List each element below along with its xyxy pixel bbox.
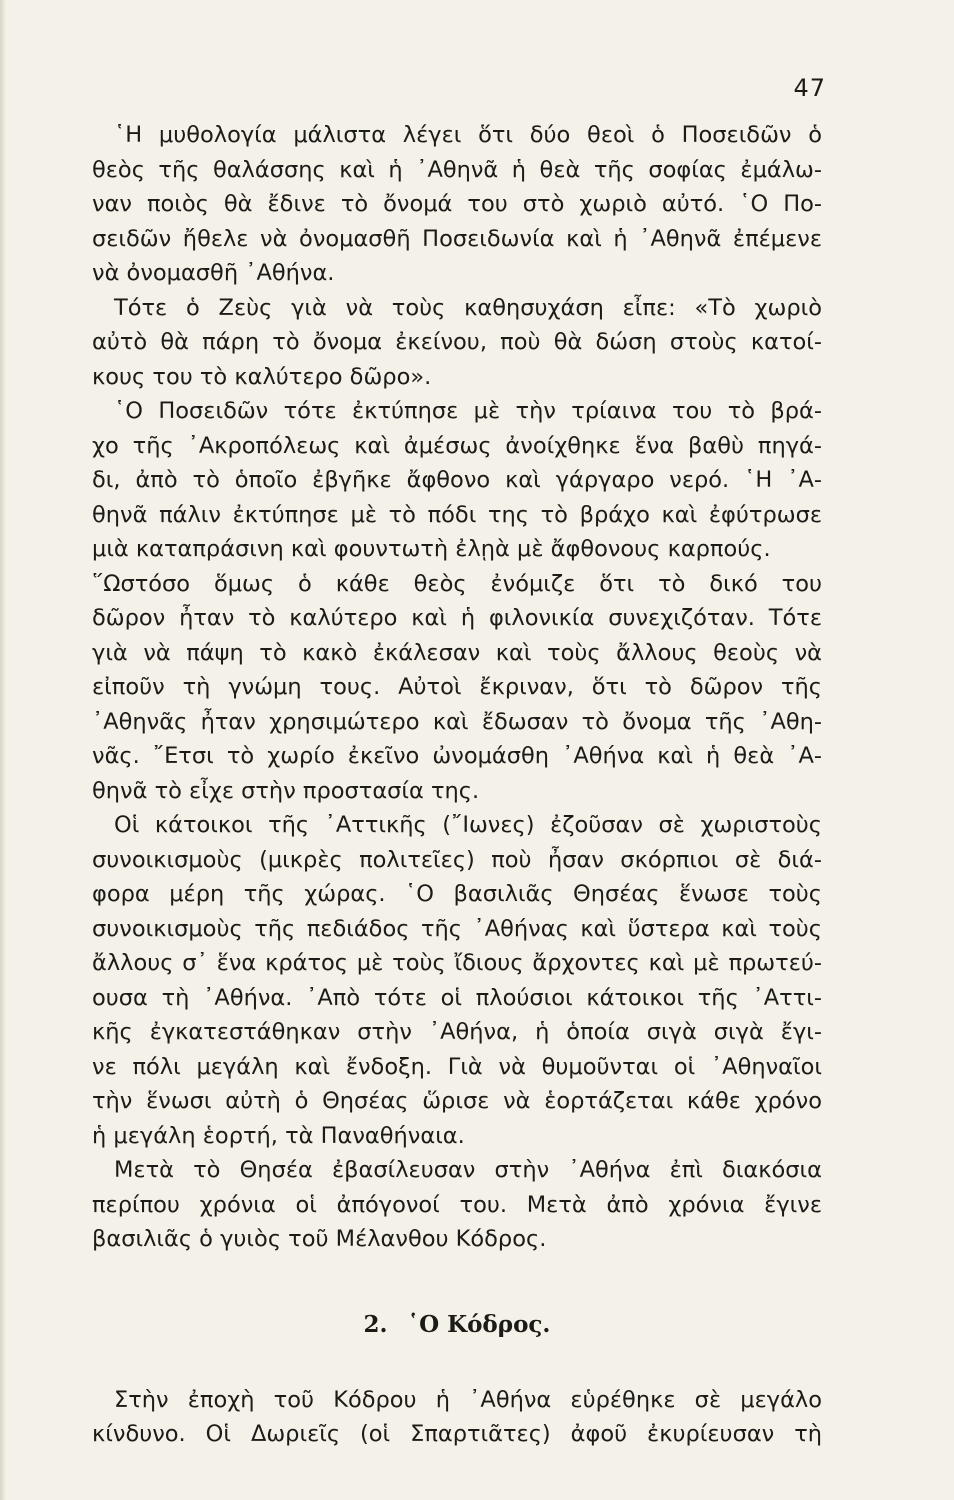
- section-title: ῾Ο Κόδρος.: [407, 1310, 551, 1338]
- text-line: θηνᾶ πάλιν ἐκτύπησε μὲ τὸ πόδι της τὸ βράχο καὶ ἐφύτρωσε: [92, 501, 822, 528]
- text-line: Τότε ὁ Ζεὺς γιὰ νὰ τοὺς καθησυχάση εἶπε: «Τὸ χωριὸ: [114, 294, 822, 321]
- text-line: νε πόλι μεγάλη καὶ ἔνδοξη. Γιὰ νὰ θυμοῦνται οἱ ᾿Αθηναῖοι: [92, 1053, 822, 1080]
- text-line: κίνδυνο. Οἱ Δωριεῖς (οἱ Σπαρτιᾶτες) ἀφοῦ ἐκυρίευσαν τὴ: [92, 1421, 822, 1447]
- text-line: ἡ μεγάλη ἑορτή, τὰ Παναθήναια.: [92, 1122, 465, 1149]
- section-heading: [92, 1305, 822, 1345]
- text-line: χο τῆς ᾿Ακροπόλεως καὶ ἀμέσως ἀνοίχθηκε ἕνα βαθὺ πηγά-: [92, 432, 822, 459]
- text-line: ἄλλους σ᾿ ἕνα κράτος μὲ τοὺς ἴδιους ἄρχοντες καὶ μὲ πρωτεύ-: [92, 950, 822, 976]
- text-line: ναν ποιὸς θὰ ἔδινε τὸ ὄνομά του στὸ χωριὸ αὐτό. ῾Ο Πο-: [92, 191, 822, 217]
- text-line: νᾶς. ῎Ετσι τὸ χωρίο ἐκεῖνο ὠνομάσθη ᾿Αθήνα καὶ ἡ θεὰ ᾿Α-: [92, 743, 822, 769]
- text-line: νὰ ὀνομασθῆ ᾿Αθήνα.: [92, 260, 335, 286]
- text-line: σειδῶν ἤθελε νὰ ὀνομασθῆ Ποσειδωνία καὶ ἡ ᾿Αθηνᾶ ἐπέμενε: [92, 225, 822, 252]
- text-line: συνοικισμοὺς (μικρὲς πολιτεῖες) ποὺ ἦσαν σκόρπιοι σὲ διά-: [92, 846, 822, 873]
- page-edge: [0, 0, 6, 1500]
- text-line: περίπου χρόνια οἱ ἀπόγονοί του. Μετὰ ἀπὸ χρόνια ἔγινε: [92, 1191, 822, 1218]
- text-line: θηνᾶ τὸ εἶχε στὴν προστασία της.: [92, 777, 480, 804]
- text-line: κῆς ἐγκατεστάθηκαν στὴν ᾿Αθήνα, ἡ ὁποία σιγὰ σιγὰ ἔγι-: [92, 1019, 822, 1045]
- text-line: μιὰ καταπράσινη καὶ φουντωτὴ ἐλῃὰ μὲ ἄφθονους καρπούς.: [92, 536, 771, 562]
- text-line: Μετὰ τὸ Θησέα ἐβασίλευσαν στὴν ᾿Αθήνα ἐπὶ διακόσια: [114, 1157, 822, 1183]
- text-line: κους του τὸ καλύτερο δῶρο».: [92, 363, 432, 390]
- text-line: συνοικισμοὺς τῆς πεδιάδος τῆς ᾿Αθήνας καὶ ὕστερα καὶ τοὺς: [92, 915, 822, 942]
- text-line: δῶρον ἦταν τὸ καλύτερο καὶ ἡ φιλονικία συνεχιζόταν. Τότε: [92, 605, 822, 631]
- text-line: ουσα τὴ ᾿Αθήνα. ᾿Απὸ τότε οἱ πλούσιοι κάτοικοι τῆς ᾿Αττι-: [92, 984, 822, 1011]
- text-line: ῾Η μυθολογία μάλιστα λέγει ὅτι δύο θεοὶ ὁ Ποσειδῶν ὁ: [114, 122, 822, 148]
- section-number: 2.: [363, 1310, 388, 1338]
- text-line: ᾿Αθηνᾶς ἦταν χρησιμώτερο καὶ ἔδωσαν τὸ ὄνομα τῆς ᾿Αθη-: [92, 708, 822, 735]
- text-line: τὴν ἕνωσι αὐτὴ ὁ Θησέας ὥρισε νὰ ἑορτάζεται κάθε χρόνο: [92, 1088, 822, 1114]
- text-line: αὐτὸ θὰ πάρη τὸ ὄνομα ἐκείνου, ποὺ θὰ δώση στοὺς κατοί-: [92, 329, 822, 355]
- text-block: [92, 118, 822, 1452]
- text-line: Στὴν ἐποχὴ τοῦ Κόδρου ἡ ᾿Αθήνα εὑρέθηκε σὲ μεγάλο: [114, 1386, 822, 1413]
- text-line: ῾Ο Ποσειδῶν τότε ἐκτύπησε μὲ τὴν τρίαινα του τὸ βρά-: [114, 398, 822, 424]
- text-line: εἰποῦν τὴ γνώμη τους. Αὐτοὶ ἔκριναν, ὅτι τὸ δῶρον τῆς: [92, 674, 822, 700]
- text-line: βασιλιᾶς ὁ γυιὸς τοῦ Μέλανθου Κόδρος.: [92, 1226, 547, 1252]
- text-line: ῞Ωστόσο ὅμως ὁ κάθε θεὸς ἐνόμιζε ὅτι τὸ δικό του: [92, 570, 822, 597]
- text-line: θεὸς τῆς θαλάσσης καὶ ἡ ᾿Αθηνᾶ ἡ θεὰ τῆς σοφίας ἐμάλω-: [92, 156, 822, 183]
- text-line: Οἱ κάτοικοι τῆς ᾿Αττικῆς (῎Ιωνες) ἐζοῦσαν σὲ χωριστοὺς: [114, 812, 822, 838]
- text-line: φορα μέρη τῆς χώρας. ῾Ο βασιλιᾶς Θησέας ἕνωσε τοὺς: [92, 881, 822, 907]
- text-line: δι, ἀπὸ τὸ ὁποῖο ἐβγῆκε ἄφθονο καὶ γάργαρο νερό. ῾Η ᾿Α-: [92, 467, 822, 493]
- text-line: γιὰ νὰ πάψη τὸ κακὸ ἐκάλεσαν καὶ τοὺς ἄλλους θεοὺς νὰ: [92, 639, 822, 666]
- page-number: 47: [793, 74, 826, 102]
